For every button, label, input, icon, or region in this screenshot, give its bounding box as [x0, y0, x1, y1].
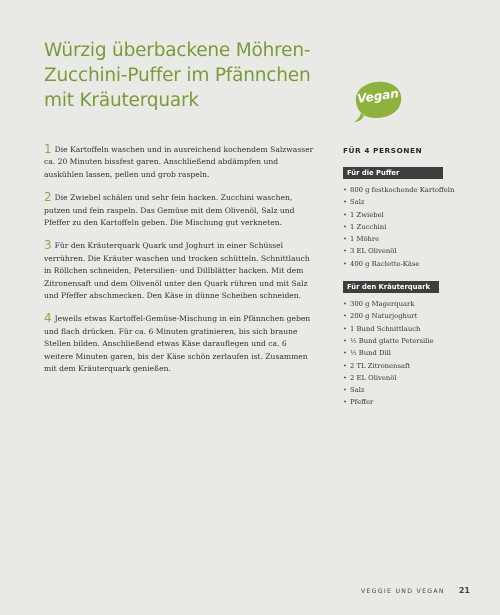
step-number: 2 [44, 190, 52, 205]
ingredient-item: • Pfeffer [343, 396, 463, 408]
title-line: Zucchini-Puffer im Pfännchen [44, 65, 311, 86]
step-3 [44, 239, 317, 302]
ingredient-list-kraeuterquark [343, 298, 463, 409]
section-name: VEGGIE UND VEGAN [360, 588, 445, 595]
preparation-steps [44, 143, 317, 386]
step-text: Die Zwiebel schälen und sehr fein hacken. Zucchini waschen, putzen und fein raspeln. Das Gemüse mit dem Olivenöl, Salz und Pfeffer zu den Kartoffeln geben. Die Mischung gut verkneten. [44, 193, 295, 228]
step-1 [44, 143, 317, 181]
ingredient-item: • 800 g festkochende Kartoffeln [343, 184, 463, 196]
step-number: 3 [44, 238, 52, 253]
servings-heading: FÜR 4 PERSONEN [343, 146, 423, 155]
page-footer [361, 586, 470, 595]
step-text: Jeweils etwas Kartoffel-Gemüse-Mischung in ein Pfännchen geben und flach drücken. Für ca. 6 Minuten gratinieren, bis sich braune Stellen bilden. Anschließend etwas Käse darauflegen und ca. 6 weitere Minuten garen, bis der Käse schön zerlaufen ist. Zusammen mit dem Kräuterquark genießen. [44, 314, 311, 374]
ingredient-item: • 300 g Magerquark [343, 298, 463, 310]
ingredient-item: • ½ Bund Dill [343, 347, 463, 359]
ingredient-item: • 1 Bund Schnittlauch [343, 323, 463, 335]
ingredient-item: • ½ Bund glatte Petersilie [343, 335, 463, 347]
step-text: Für den Kräuterquark Quark und Joghurt in einer Schüssel verrühren. Die Kräuter waschen und trocken schütteln. Schnittlauch in Röllchen schneiden, Petersilien- und Dillblätter hacken. Mit dem Zitronensaft und dem Olivenöl unter den Quark rühren und mit Salz und Pfeffer abschmecken. Den Käse in dünne Scheiben schneiden. [44, 241, 310, 301]
step-number: 1 [44, 142, 52, 156]
ingredient-item: • 1 Zucchini [343, 221, 463, 233]
ingredient-item: • 200 g Naturjoghurt [343, 310, 463, 322]
page-number: 21 [458, 586, 470, 595]
step-text: Die Kartoffeln waschen und in ausreichend kochendem Salzwasser ca. 20 Minuten bissfest garen. Anschließend abdämpfen und auskühlen lassen, pellen und grob raspeln. [44, 145, 314, 179]
ingredient-item: • 1 Zwiebel [343, 209, 463, 221]
ingredient-item: • 1 Möhre [343, 233, 463, 245]
vegan-badge-label: Vegan [356, 86, 400, 106]
ingredient-group-title: Für den Kräuterquark [343, 281, 439, 293]
ingredient-item: • 2 EL Olivenöl [343, 372, 463, 384]
title-line: Würzig überbackene Möhren- [44, 40, 311, 61]
ingredient-group-title: Für die Puffer [343, 167, 443, 179]
ingredient-item: • 400 g Raclette-Käse [343, 258, 463, 270]
vegan-badge [350, 78, 406, 122]
ingredient-item: • Salz [343, 384, 463, 396]
step-2 [44, 191, 317, 229]
step-4 [44, 312, 317, 375]
ingredient-item: • 3 EL Olivenöl [343, 245, 463, 257]
ingredient-item: • 2 TL Zitronensaft [343, 360, 463, 372]
ingredient-item: • Salz [343, 196, 463, 208]
ingredients-panel [343, 146, 463, 420]
step-number: 4 [44, 311, 52, 326]
ingredient-list-puffer [343, 184, 463, 270]
title-line: mit Kräuterquark [44, 90, 199, 111]
recipe-title [44, 38, 344, 113]
